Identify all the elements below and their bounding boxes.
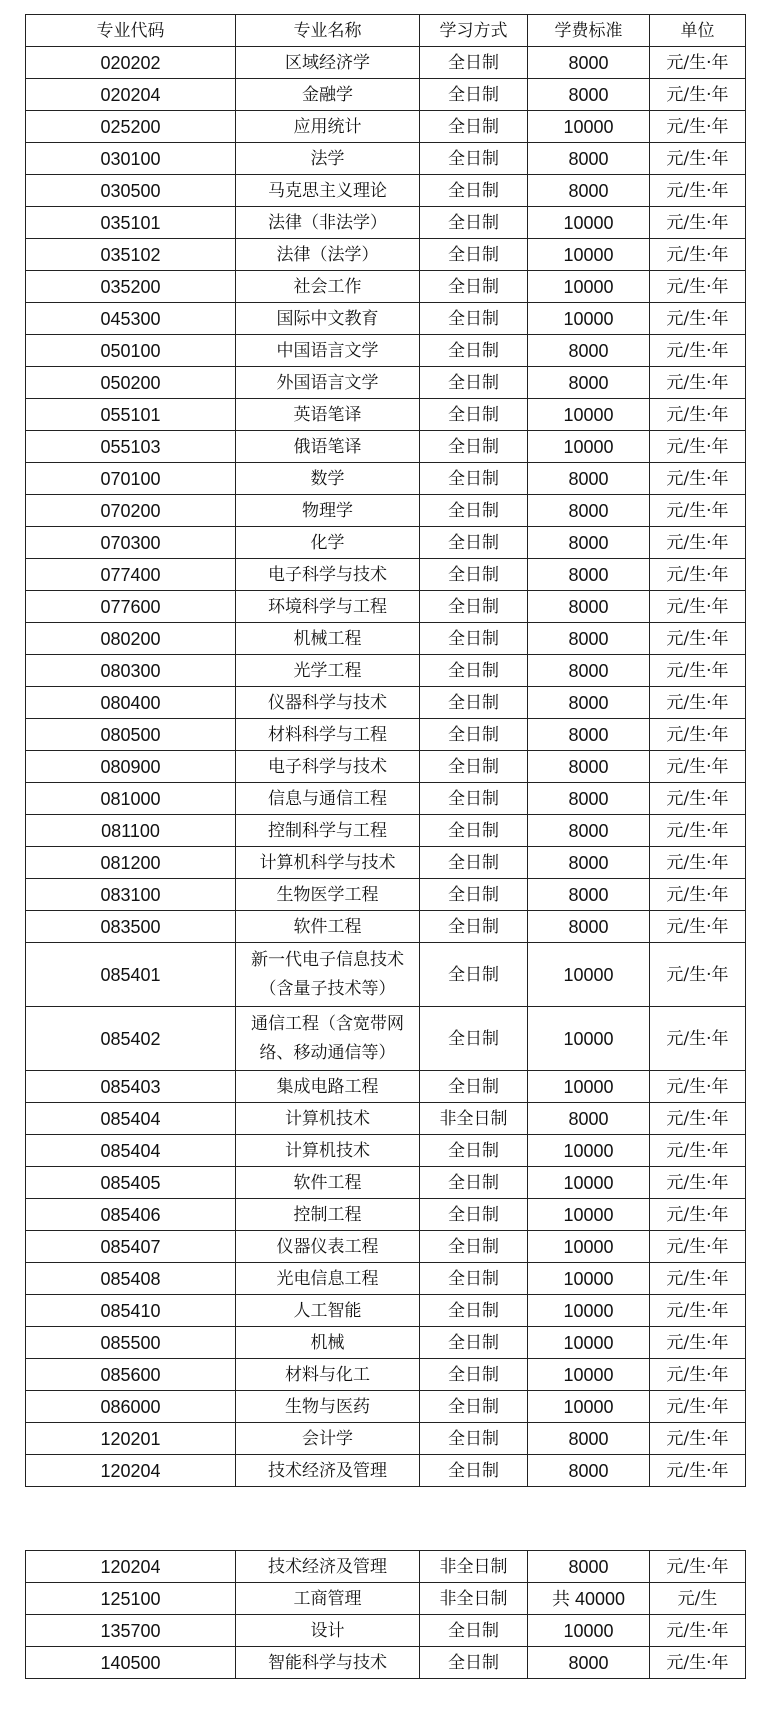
cell-fee: 10000: [528, 943, 650, 1007]
table-row: [26, 47, 746, 79]
cell-fee: 10000: [528, 271, 650, 303]
cell-unit: 元/生·年: [650, 79, 746, 111]
cell-mode: 非全日制: [420, 1583, 528, 1615]
cell-mode: 全日制: [420, 1647, 528, 1679]
cell-code: 086000: [26, 1391, 236, 1423]
cell-unit: 元/生: [650, 1583, 746, 1615]
table-row: [26, 1199, 746, 1231]
table-header-row: [26, 15, 746, 47]
table-row: [26, 783, 746, 815]
cell-fee: 10000: [528, 1071, 650, 1103]
cell-name: 电子科学与技术: [236, 751, 420, 783]
table-row: [26, 367, 746, 399]
cell-unit: 元/生·年: [650, 1423, 746, 1455]
tuition-table: [25, 14, 746, 1487]
cell-unit: 元/生·年: [650, 1615, 746, 1647]
cell-fee: 8000: [528, 47, 650, 79]
header-unit: 单位: [650, 15, 746, 47]
cell-unit: 元/生·年: [650, 463, 746, 495]
cell-mode: 全日制: [420, 623, 528, 655]
cell-mode: 全日制: [420, 783, 528, 815]
cell-name: 技术经济及管理: [236, 1455, 420, 1487]
table-row: [26, 1327, 746, 1359]
cell-name: 外国语言文学: [236, 367, 420, 399]
cell-unit: 元/生·年: [650, 207, 746, 239]
cell-code: 050200: [26, 367, 236, 399]
cell-mode: 全日制: [420, 111, 528, 143]
table-row: [26, 1263, 746, 1295]
cell-code: 030100: [26, 143, 236, 175]
cell-mode: 全日制: [420, 303, 528, 335]
cell-name: [236, 943, 420, 1007]
cell-name: 机械工程: [236, 623, 420, 655]
cell-fee: 10000: [528, 1359, 650, 1391]
cell-code: 120201: [26, 1423, 236, 1455]
table-row: [26, 175, 746, 207]
cell-name: 光学工程: [236, 655, 420, 687]
cell-name-line1: 新一代电子信息技术: [251, 949, 404, 970]
cell-fee: 8000: [528, 687, 650, 719]
cell-mode: 全日制: [420, 79, 528, 111]
table-row: [26, 1583, 746, 1615]
table-row: [26, 879, 746, 911]
cell-fee: 10000: [528, 1263, 650, 1295]
cell-code: 080300: [26, 655, 236, 687]
cell-unit: 元/生·年: [650, 271, 746, 303]
cell-unit: 元/生·年: [650, 367, 746, 399]
table-row: [26, 591, 746, 623]
cell-unit: 元/生·年: [650, 47, 746, 79]
cell-code: 085406: [26, 1199, 236, 1231]
cell-unit: 元/生·年: [650, 1167, 746, 1199]
table-row: [26, 943, 746, 1007]
cell-unit: 元/生·年: [650, 143, 746, 175]
cell-mode: 全日制: [420, 655, 528, 687]
cell-name: 应用统计: [236, 111, 420, 143]
cell-fee: 10000: [528, 1295, 650, 1327]
cell-code: 045300: [26, 303, 236, 335]
cell-name: 材料科学与工程: [236, 719, 420, 751]
cell-name: 光电信息工程: [236, 1263, 420, 1295]
header-code: 专业代码: [26, 15, 236, 47]
cell-mode: 非全日制: [420, 1103, 528, 1135]
cell-name: 法学: [236, 143, 420, 175]
cell-unit: 元/生·年: [650, 1199, 746, 1231]
cell-code: 020202: [26, 47, 236, 79]
cell-name: 控制科学与工程: [236, 815, 420, 847]
cell-name: 计算机技术: [236, 1135, 420, 1167]
cell-code: 120204: [26, 1551, 236, 1583]
cell-code: 070100: [26, 463, 236, 495]
cell-name: 金融学: [236, 79, 420, 111]
cell-unit: 元/生·年: [650, 655, 746, 687]
table-row: [26, 1647, 746, 1679]
cell-fee: 8000: [528, 1103, 650, 1135]
cell-name: 智能科学与技术: [236, 1647, 420, 1679]
table-row: [26, 1455, 746, 1487]
cell-name: 仪器科学与技术: [236, 687, 420, 719]
cell-fee: 10000: [528, 239, 650, 271]
cell-code: 083500: [26, 911, 236, 943]
cell-code: 081100: [26, 815, 236, 847]
cell-code: 085404: [26, 1103, 236, 1135]
table-row: [26, 1071, 746, 1103]
cell-fee: 10000: [528, 1199, 650, 1231]
cell-name: 计算机技术: [236, 1103, 420, 1135]
cell-code: 035101: [26, 207, 236, 239]
cell-name: 环境科学与工程: [236, 591, 420, 623]
cell-name: 软件工程: [236, 1167, 420, 1199]
table-row: [26, 399, 746, 431]
cell-mode: 全日制: [420, 1359, 528, 1391]
cell-unit: 元/生·年: [650, 1327, 746, 1359]
cell-unit: 元/生·年: [650, 687, 746, 719]
cell-name: 信息与通信工程: [236, 783, 420, 815]
cell-name: [236, 1007, 420, 1071]
cell-name-line1: 通信工程（含宽带网: [251, 1013, 404, 1034]
cell-mode: 全日制: [420, 495, 528, 527]
cell-mode: 全日制: [420, 1071, 528, 1103]
cell-unit: 元/生·年: [650, 1231, 746, 1263]
cell-code: 070300: [26, 527, 236, 559]
cell-name: 马克思主义理论: [236, 175, 420, 207]
cell-fee: 8000: [528, 879, 650, 911]
cell-mode: 全日制: [420, 431, 528, 463]
table-row: [26, 1231, 746, 1263]
cell-unit: 元/生·年: [650, 1263, 746, 1295]
table-body: [26, 47, 746, 1487]
cell-mode: 全日制: [420, 1455, 528, 1487]
cell-fee: 10000: [528, 399, 650, 431]
cell-fee: 8000: [528, 1423, 650, 1455]
table-row: [26, 1103, 746, 1135]
cell-unit: 元/生·年: [650, 111, 746, 143]
cell-code: 085403: [26, 1071, 236, 1103]
cell-name: 工商管理: [236, 1583, 420, 1615]
cell-unit: 元/生·年: [650, 1103, 746, 1135]
table-row: [26, 143, 746, 175]
cell-name: 会计学: [236, 1423, 420, 1455]
cell-unit: 元/生·年: [650, 751, 746, 783]
cell-unit: 元/生·年: [650, 1455, 746, 1487]
cell-unit: 元/生·年: [650, 1391, 746, 1423]
cell-fee: 8000: [528, 815, 650, 847]
cell-fee: 8000: [528, 463, 650, 495]
cell-code: 120204: [26, 1455, 236, 1487]
cell-mode: 全日制: [420, 1295, 528, 1327]
cell-unit: 元/生·年: [650, 239, 746, 271]
cell-code: 077600: [26, 591, 236, 623]
cell-name: 集成电路工程: [236, 1071, 420, 1103]
cell-mode: 全日制: [420, 847, 528, 879]
cell-code: 081000: [26, 783, 236, 815]
table-row: [26, 655, 746, 687]
table-row: [26, 687, 746, 719]
table-row: [26, 1295, 746, 1327]
cell-name: 技术经济及管理: [236, 1551, 420, 1583]
cell-unit: 元/生·年: [650, 559, 746, 591]
cell-unit: 元/生·年: [650, 1007, 746, 1071]
cell-unit: 元/生·年: [650, 431, 746, 463]
cell-code: 083100: [26, 879, 236, 911]
cell-code: 030500: [26, 175, 236, 207]
cell-mode: 全日制: [420, 1615, 528, 1647]
table-row: [26, 335, 746, 367]
cell-fee: 10000: [528, 1135, 650, 1167]
cell-mode: 全日制: [420, 911, 528, 943]
cell-fee: 8000: [528, 335, 650, 367]
cell-fee: 8000: [528, 591, 650, 623]
table-row: [26, 815, 746, 847]
cell-mode: 全日制: [420, 591, 528, 623]
cell-fee: 8000: [528, 783, 650, 815]
cell-fee: 8000: [528, 1455, 650, 1487]
cell-fee: 10000: [528, 1615, 650, 1647]
cell-fee: 8000: [528, 527, 650, 559]
cell-unit: 元/生·年: [650, 847, 746, 879]
table-row: [26, 79, 746, 111]
cell-code: 050100: [26, 335, 236, 367]
cell-unit: 元/生·年: [650, 1551, 746, 1583]
table-row: [26, 1423, 746, 1455]
table-row: [26, 431, 746, 463]
cell-name: 法律（法学）: [236, 239, 420, 271]
cell-mode: 全日制: [420, 335, 528, 367]
cell-fee: 8000: [528, 79, 650, 111]
table-row: [26, 1615, 746, 1647]
cell-name: 中国语言文学: [236, 335, 420, 367]
table-row: [26, 623, 746, 655]
cell-name: 人工智能: [236, 1295, 420, 1327]
cell-unit: 元/生·年: [650, 1647, 746, 1679]
table-row: [26, 1391, 746, 1423]
cell-code: 077400: [26, 559, 236, 591]
cell-code: 085405: [26, 1167, 236, 1199]
cell-mode: 全日制: [420, 751, 528, 783]
table-row: [26, 1359, 746, 1391]
cell-code: 020204: [26, 79, 236, 111]
cell-name: 机械: [236, 1327, 420, 1359]
cell-fee: 10000: [528, 431, 650, 463]
cell-unit: 元/生·年: [650, 1135, 746, 1167]
table-row: [26, 495, 746, 527]
cell-unit: 元/生·年: [650, 1359, 746, 1391]
table-row: [26, 1551, 746, 1583]
cell-fee: 10000: [528, 1167, 650, 1199]
cell-name: 仪器仪表工程: [236, 1231, 420, 1263]
cell-name: 电子科学与技术: [236, 559, 420, 591]
cell-name: 设计: [236, 1615, 420, 1647]
cell-unit: 元/生·年: [650, 1295, 746, 1327]
cell-mode: 全日制: [420, 687, 528, 719]
cell-fee: 共 40000: [528, 1583, 650, 1615]
cell-mode: 全日制: [420, 175, 528, 207]
cell-unit: 元/生·年: [650, 1071, 746, 1103]
cell-code: 055103: [26, 431, 236, 463]
table-row: [26, 463, 746, 495]
cell-mode: 全日制: [420, 1327, 528, 1359]
cell-name: 材料与化工: [236, 1359, 420, 1391]
table-row: [26, 111, 746, 143]
cell-name: 控制工程: [236, 1199, 420, 1231]
cell-fee: 10000: [528, 207, 650, 239]
cell-mode: 全日制: [420, 1199, 528, 1231]
cell-name: 生物与医药: [236, 1391, 420, 1423]
cell-fee: 8000: [528, 719, 650, 751]
cell-code: 085410: [26, 1295, 236, 1327]
cell-mode: 全日制: [420, 1007, 528, 1071]
cell-fee: 8000: [528, 175, 650, 207]
cell-name: 物理学: [236, 495, 420, 527]
header-mode: 学习方式: [420, 15, 528, 47]
cell-name: 数学: [236, 463, 420, 495]
cell-code: 081200: [26, 847, 236, 879]
cell-fee: 10000: [528, 1391, 650, 1423]
cell-unit: 元/生·年: [650, 303, 746, 335]
table-row: [26, 239, 746, 271]
table-row: [26, 207, 746, 239]
cell-fee: 10000: [528, 1327, 650, 1359]
cell-code: 085500: [26, 1327, 236, 1359]
cell-name: 社会工作: [236, 271, 420, 303]
cell-code: 055101: [26, 399, 236, 431]
cell-fee: 8000: [528, 911, 650, 943]
cell-mode: 全日制: [420, 943, 528, 1007]
cell-mode: 全日制: [420, 879, 528, 911]
cell-fee: 10000: [528, 1231, 650, 1263]
cell-mode: 全日制: [420, 1423, 528, 1455]
cell-code: 140500: [26, 1647, 236, 1679]
cell-code: 085404: [26, 1135, 236, 1167]
cell-fee: 8000: [528, 367, 650, 399]
table-row: [26, 559, 746, 591]
cell-fee: 8000: [528, 1551, 650, 1583]
cell-mode: 全日制: [420, 271, 528, 303]
cell-mode: 全日制: [420, 1135, 528, 1167]
cell-name-line2: （含量子技术等）: [259, 978, 396, 999]
cell-mode: 全日制: [420, 527, 528, 559]
cell-name: 区域经济学: [236, 47, 420, 79]
table-row: [26, 1167, 746, 1199]
header-fee: 学费标准: [528, 15, 650, 47]
cell-fee: 10000: [528, 303, 650, 335]
cell-mode: 全日制: [420, 207, 528, 239]
cell-mode: 全日制: [420, 47, 528, 79]
cell-mode: 全日制: [420, 399, 528, 431]
cell-mode: 全日制: [420, 239, 528, 271]
cell-name: 俄语笔译: [236, 431, 420, 463]
cell-code: 085600: [26, 1359, 236, 1391]
cell-unit: 元/生·年: [650, 399, 746, 431]
cell-code: 085402: [26, 1007, 236, 1071]
cell-fee: 8000: [528, 655, 650, 687]
cell-mode: 全日制: [420, 815, 528, 847]
cell-code: 035200: [26, 271, 236, 303]
cell-mode: 全日制: [420, 463, 528, 495]
cell-code: 080200: [26, 623, 236, 655]
table-row: [26, 719, 746, 751]
cell-name: 软件工程: [236, 911, 420, 943]
cell-unit: 元/生·年: [650, 591, 746, 623]
cell-mode: 全日制: [420, 1167, 528, 1199]
table-body-continued: [26, 1551, 746, 1679]
cell-name: 法律（非法学）: [236, 207, 420, 239]
cell-code: 070200: [26, 495, 236, 527]
cell-unit: 元/生·年: [650, 879, 746, 911]
header-name: 专业名称: [236, 15, 420, 47]
cell-fee: 8000: [528, 751, 650, 783]
cell-code: 035102: [26, 239, 236, 271]
cell-fee: 10000: [528, 111, 650, 143]
cell-fee: 8000: [528, 559, 650, 591]
cell-mode: 全日制: [420, 719, 528, 751]
cell-code: 085408: [26, 1263, 236, 1295]
cell-code: 085401: [26, 943, 236, 1007]
cell-code: 080900: [26, 751, 236, 783]
cell-mode: 全日制: [420, 559, 528, 591]
cell-unit: 元/生·年: [650, 943, 746, 1007]
table-row: [26, 527, 746, 559]
table-row: [26, 911, 746, 943]
cell-mode: 非全日制: [420, 1551, 528, 1583]
cell-code: 085407: [26, 1231, 236, 1263]
cell-fee: 8000: [528, 623, 650, 655]
table-row: [26, 1007, 746, 1071]
cell-unit: 元/生·年: [650, 527, 746, 559]
table-row: [26, 751, 746, 783]
cell-code: 025200: [26, 111, 236, 143]
cell-unit: 元/生·年: [650, 783, 746, 815]
cell-name: 化学: [236, 527, 420, 559]
cell-unit: 元/生·年: [650, 815, 746, 847]
cell-unit: 元/生·年: [650, 495, 746, 527]
table-row: [26, 847, 746, 879]
table-row: [26, 303, 746, 335]
cell-mode: 全日制: [420, 1263, 528, 1295]
cell-code: 080500: [26, 719, 236, 751]
cell-name: 生物医学工程: [236, 879, 420, 911]
cell-unit: 元/生·年: [650, 719, 746, 751]
table-row: [26, 271, 746, 303]
cell-fee: 8000: [528, 143, 650, 175]
cell-fee: 8000: [528, 1647, 650, 1679]
cell-code: 125100: [26, 1583, 236, 1615]
cell-code: 135700: [26, 1615, 236, 1647]
tuition-table-continued: [25, 1550, 746, 1679]
cell-mode: 全日制: [420, 1231, 528, 1263]
cell-code: 080400: [26, 687, 236, 719]
cell-mode: 全日制: [420, 367, 528, 399]
cell-unit: 元/生·年: [650, 623, 746, 655]
cell-fee: 10000: [528, 1007, 650, 1071]
cell-mode: 全日制: [420, 143, 528, 175]
cell-name: 英语笔译: [236, 399, 420, 431]
cell-fee: 8000: [528, 847, 650, 879]
cell-name: 国际中文教育: [236, 303, 420, 335]
cell-name: 计算机科学与技术: [236, 847, 420, 879]
cell-name-line2: 络、移动通信等）: [259, 1042, 396, 1063]
cell-mode: 全日制: [420, 1391, 528, 1423]
cell-unit: 元/生·年: [650, 335, 746, 367]
cell-unit: 元/生·年: [650, 175, 746, 207]
cell-unit: 元/生·年: [650, 911, 746, 943]
table-row: [26, 1135, 746, 1167]
cell-fee: 8000: [528, 495, 650, 527]
